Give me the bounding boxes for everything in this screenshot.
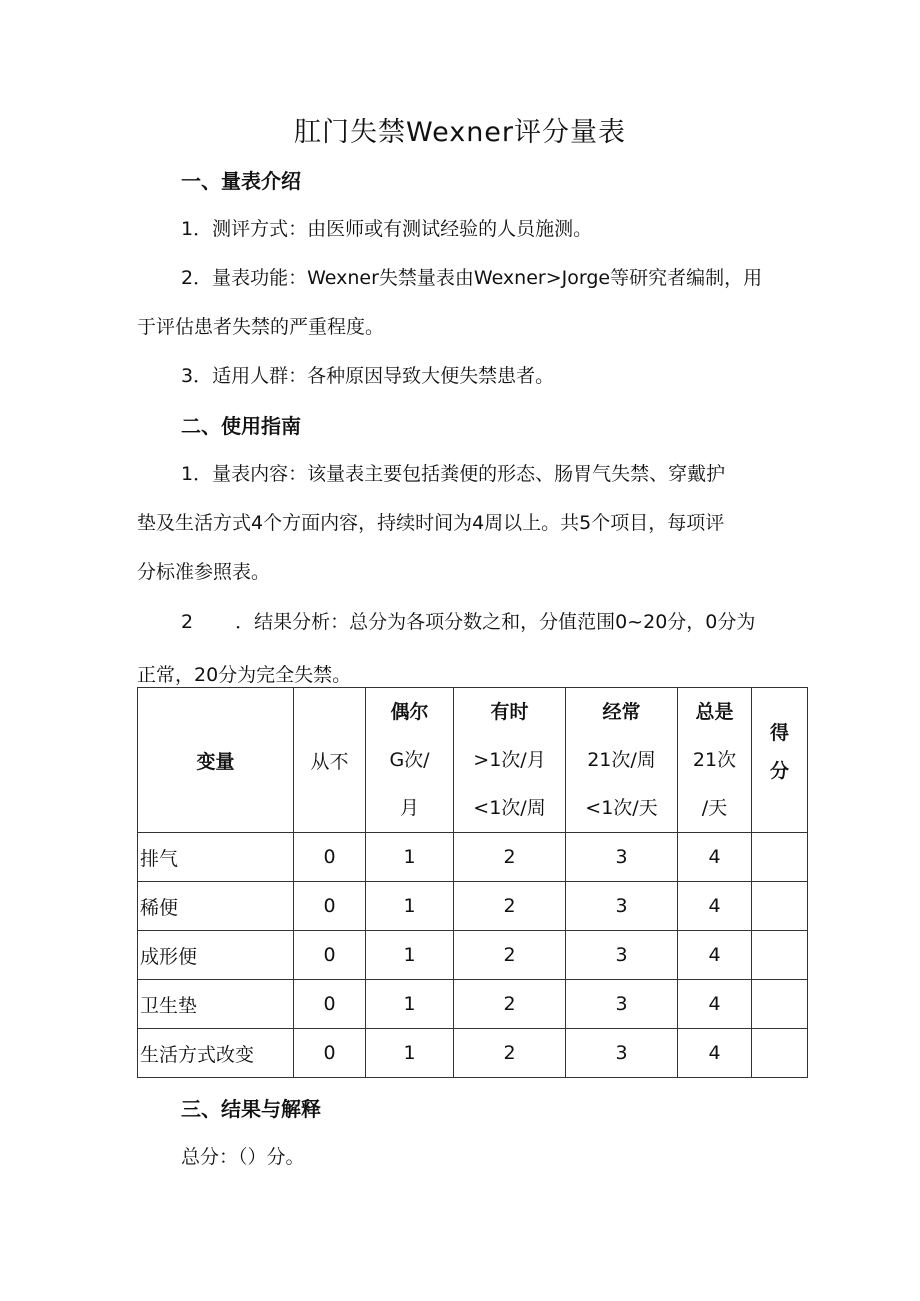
section-1-heading: 一、量表介绍 [181,169,301,193]
cell-sometimes: 2 [454,882,566,931]
header-always: 总是 21次 /天 [678,688,752,833]
cell-never: 0 [294,931,366,980]
table-row [138,1029,808,1078]
section-1-item-1: 1．测评方式：由医师或有测试经验的人员施测。 [181,218,593,240]
cell-score[interactable] [752,980,808,1029]
row-label: 卫生垫 [138,980,294,1029]
page-title: 肛门失禁Wexner评分量表 [293,117,627,148]
total-score-line: 总分：（）分。 [181,1146,305,1168]
section-2-item-2-number: 2 [181,611,194,633]
row-label: 成形便 [138,931,294,980]
table-row [138,980,808,1029]
header-occasionally: 偶尔 G次/ 月 [366,688,454,833]
section-1-item-2: 2．量表功能：Wexner失禁量表由Wexner>Jorge等研究者编制，用 [181,267,763,289]
row-label: 稀便 [138,882,294,931]
cell-never: 0 [294,1029,366,1078]
section-2-item-2-cont: 正常，20分为完全失禁。 [137,664,352,686]
cell-often: 3 [566,931,678,980]
row-label: 生活方式改变 [138,1029,294,1078]
header-variable: 变量 [138,688,294,833]
cell-always: 4 [678,1029,752,1078]
cell-sometimes: 2 [454,833,566,882]
cell-occasionally: 1 [366,931,454,980]
cell-score[interactable] [752,833,808,882]
header-often: 经常 21次/周 <1次/天 [566,688,678,833]
section-1-item-3: 3．适用人群：各种原因导致大便失禁患者。 [181,365,555,387]
cell-sometimes: 2 [454,931,566,980]
cell-sometimes: 2 [454,1029,566,1078]
table-row [138,931,808,980]
row-label: 排气 [138,833,294,882]
cell-never: 0 [294,833,366,882]
cell-never: 0 [294,882,366,931]
cell-always: 4 [678,931,752,980]
section-2-item-1-cont-b: 分标准参照表。 [137,561,271,583]
section-2-heading: 二、使用指南 [181,414,301,438]
cell-often: 3 [566,882,678,931]
wexner-score-table [137,687,808,1078]
cell-often: 3 [566,1029,678,1078]
section-2-item-2 [181,607,755,634]
section-2-item-2-text: ．结果分析：总分为各项分数之和，分值范围0~20分，0分为 [235,611,756,633]
section-3-heading: 三、结果与解释 [181,1097,321,1121]
cell-never: 0 [294,980,366,1029]
header-score: 得 分 [752,688,808,833]
header-never: 从不 [294,688,366,833]
table-header-row [138,688,808,833]
cell-often: 3 [566,980,678,1029]
cell-occasionally: 1 [366,882,454,931]
table-row [138,833,808,882]
section-2-item-1: 1．量表内容：该量表主要包括粪便的形态、肠胃气失禁、穿戴护 [181,463,726,485]
cell-always: 4 [678,833,752,882]
header-sometimes: 有时 >1次/月 <1次/周 [454,688,566,833]
cell-sometimes: 2 [454,980,566,1029]
section-1-item-2-cont: 于评估患者失禁的严重程度。 [137,316,385,338]
cell-occasionally: 1 [366,833,454,882]
cell-occasionally: 1 [366,1029,454,1078]
cell-score[interactable] [752,931,808,980]
cell-always: 4 [678,882,752,931]
cell-often: 3 [566,833,678,882]
section-2-item-1-cont-a: 垫及生活方式4个方面内容，持续时间为4周以上。共5个项目，每项评 [137,512,725,534]
table-row [138,882,808,931]
cell-score[interactable] [752,882,808,931]
cell-always: 4 [678,980,752,1029]
cell-occasionally: 1 [366,980,454,1029]
cell-score[interactable] [752,1029,808,1078]
